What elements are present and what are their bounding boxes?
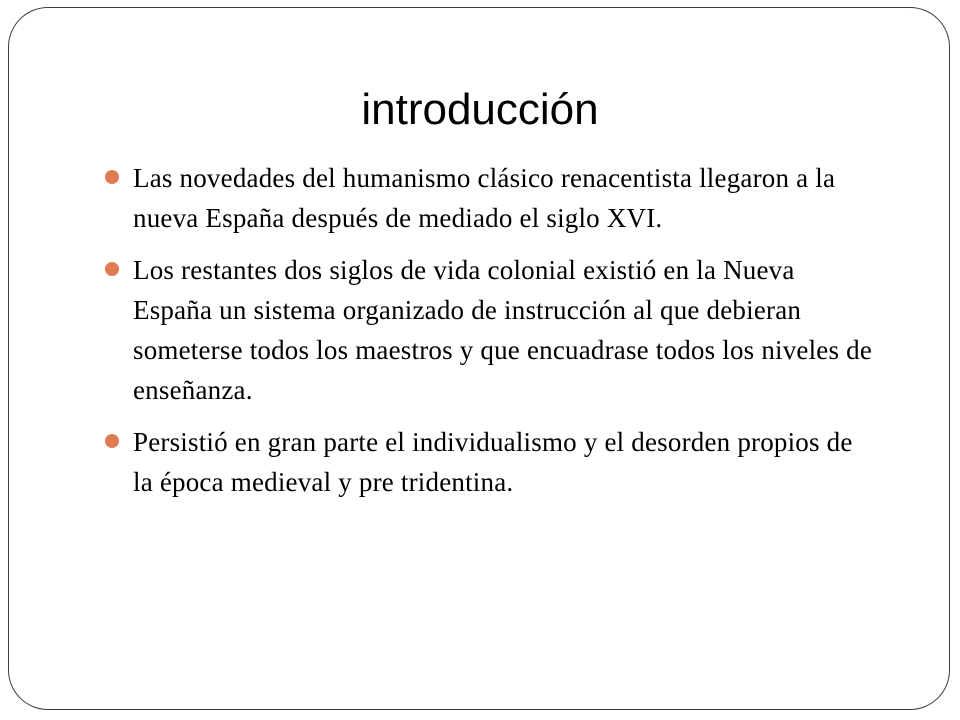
bullet-item <box>103 422 878 502</box>
slide-title: introducción <box>361 85 599 134</box>
bullet-text: Las novedades del humanismo clásico renacentista llegaron a la nueva España después de mediado el siglo XVI. <box>133 163 836 233</box>
bullet-dot-icon <box>105 262 119 276</box>
bullet-text: Los restantes dos siglos de vida colonial existió en la Nueva España un sistema organizado de instrucción al que debieran someterse todos los maestros y que encuadrase todos los niveles de enseñanza. <box>133 255 873 405</box>
bullet-list <box>103 158 878 514</box>
bullet-dot-icon <box>105 170 119 184</box>
bullet-text: Persistió en gran parte el individualismo y el desorden propios de la época medieval y pre tridentina. <box>133 427 853 497</box>
bullet-item <box>103 158 878 238</box>
bullet-item <box>103 250 878 410</box>
bullet-dot-icon <box>105 434 119 448</box>
